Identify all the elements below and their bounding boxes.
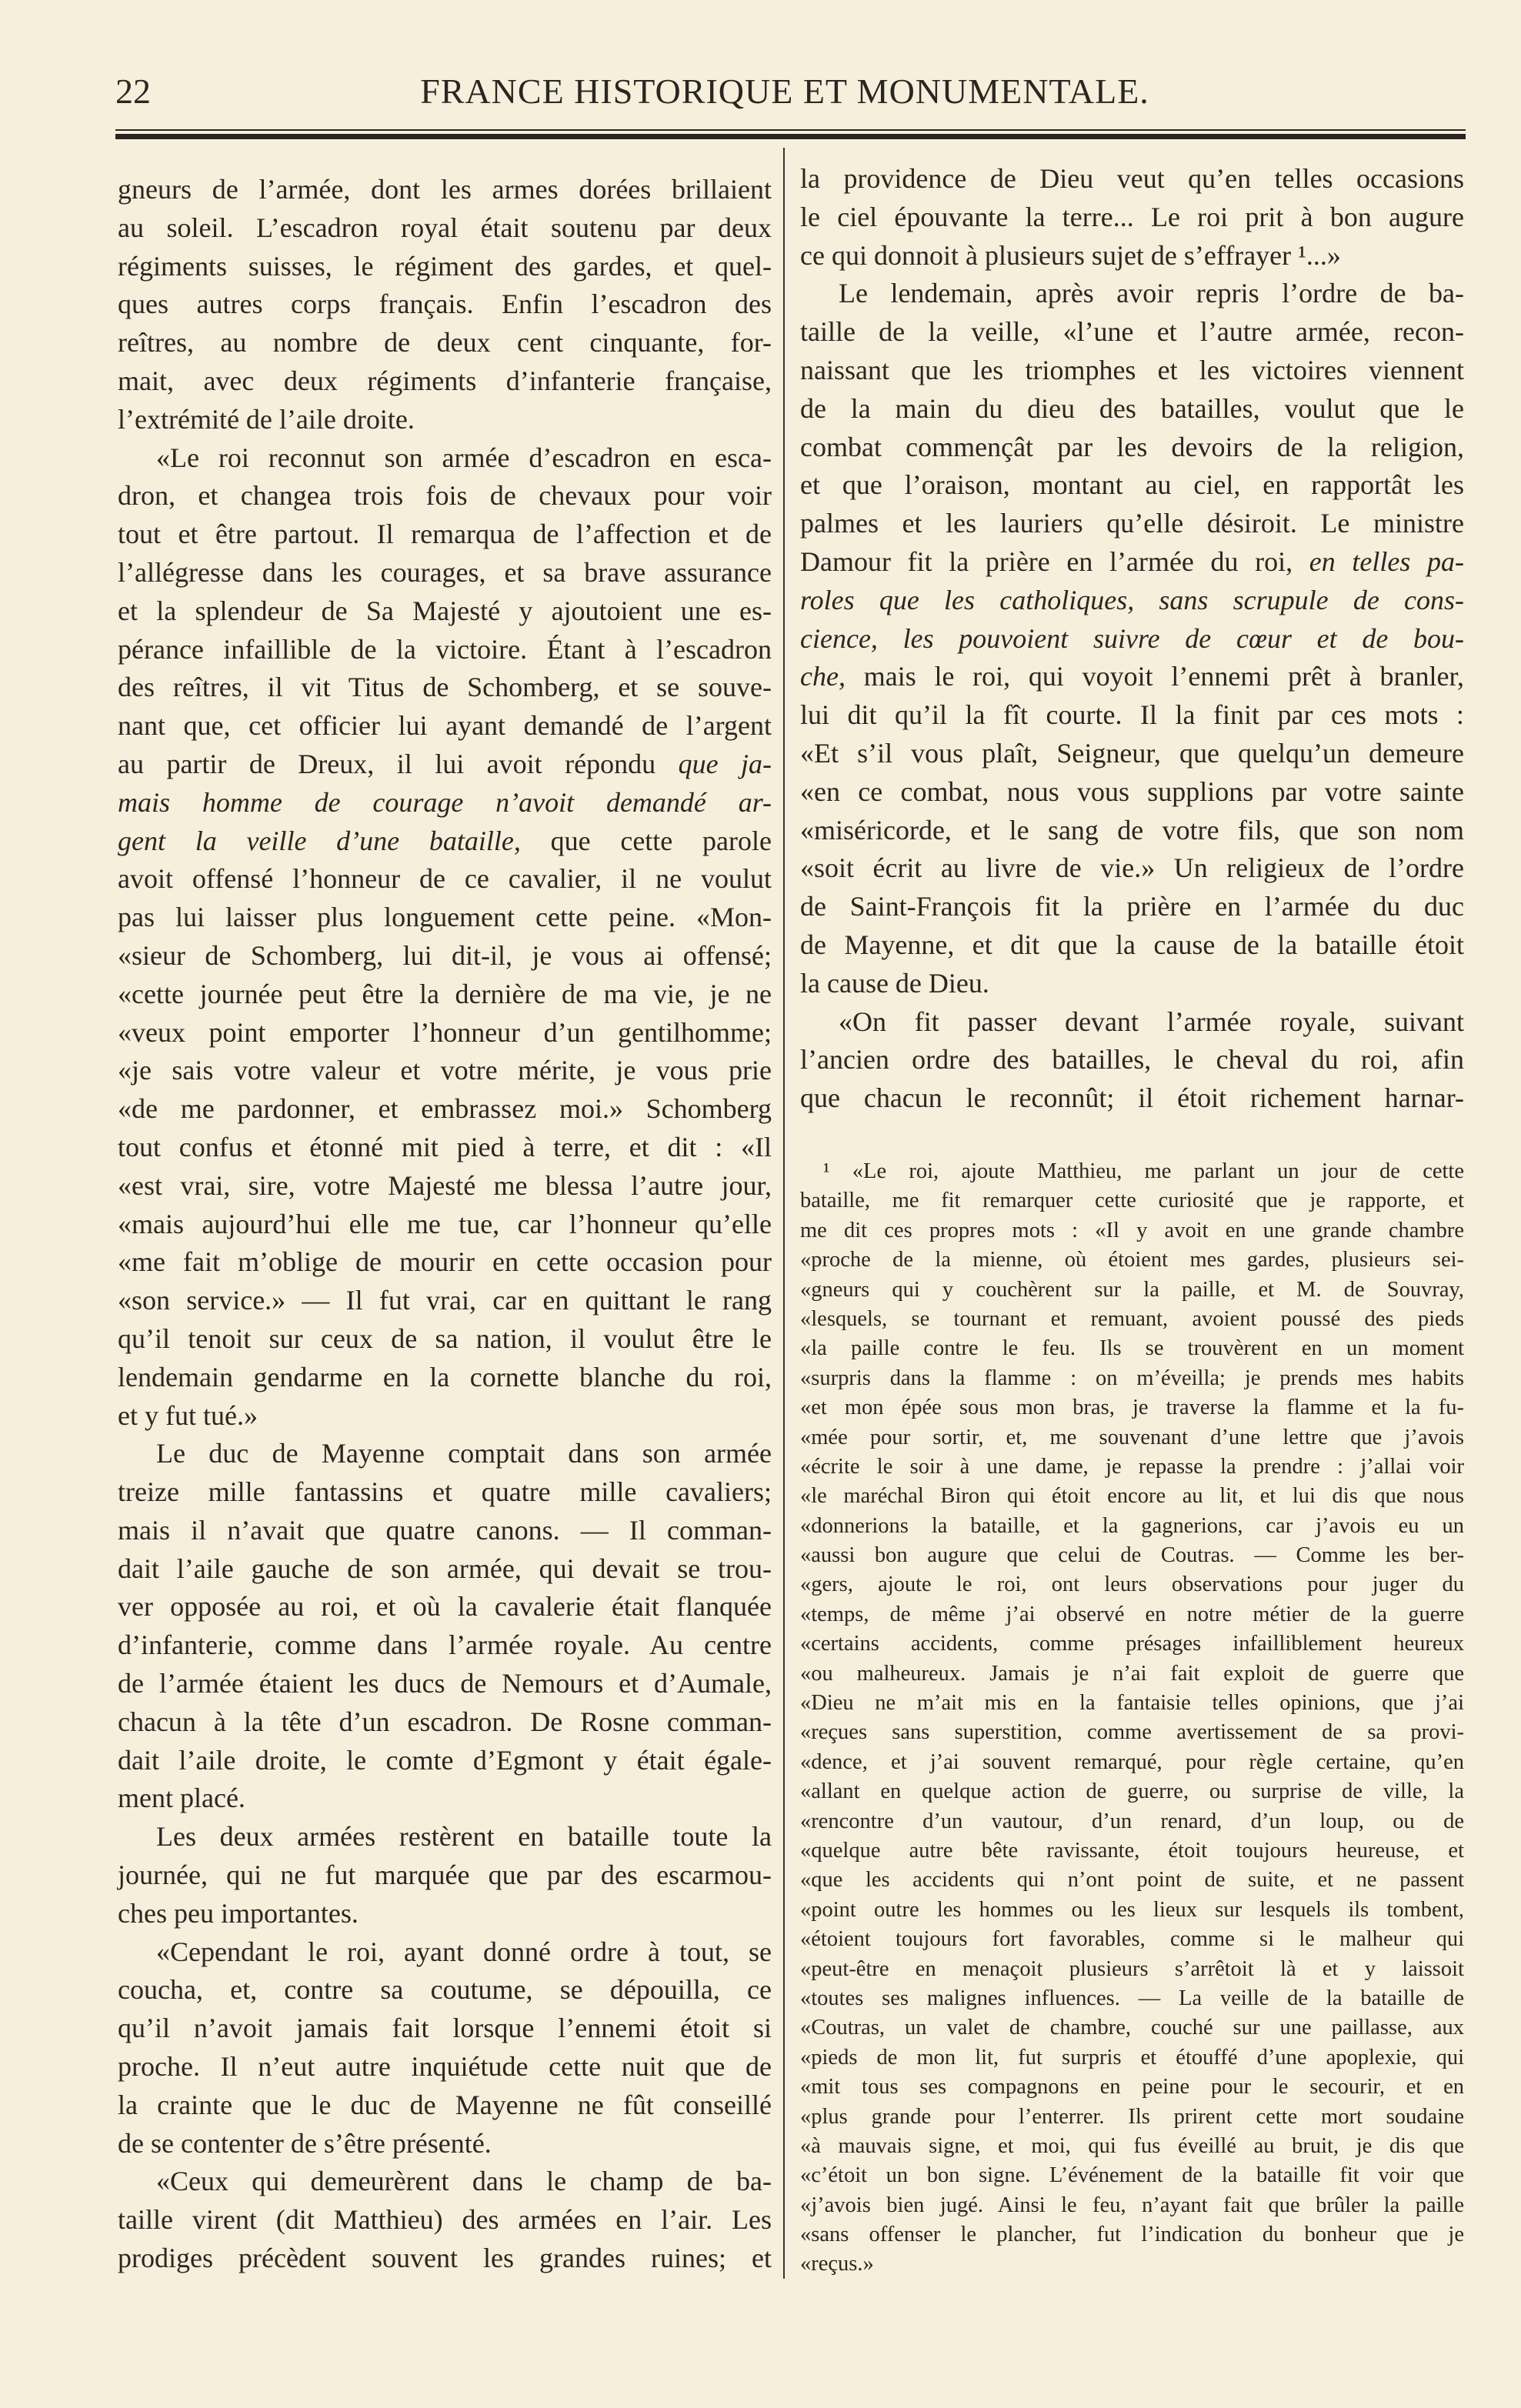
text-segment: et la splendeur de Sa Majesté y ajoutoient une es- bbox=[118, 595, 772, 626]
text-line bbox=[118, 515, 772, 554]
text-segment: l’extrémité de l’aile droite. bbox=[118, 403, 415, 435]
text-line bbox=[800, 352, 1464, 390]
header-rule-thin bbox=[115, 129, 1466, 131]
text-line bbox=[118, 362, 772, 401]
text-line bbox=[118, 707, 772, 745]
text-line bbox=[800, 1659, 1464, 1689]
text-line bbox=[118, 439, 772, 478]
italic-segment: che, bbox=[800, 661, 846, 692]
text-line bbox=[800, 735, 1464, 773]
text-line bbox=[118, 1167, 772, 1206]
text-segment: «je sais votre valeur et votre mérite, je vous prie bbox=[118, 1055, 772, 1086]
text-segment: de Mayenne, et dit que la cause de la bataille étoit bbox=[800, 929, 1464, 960]
text-line bbox=[800, 658, 1464, 696]
text-line bbox=[118, 1359, 772, 1397]
text-line bbox=[118, 860, 772, 899]
text-line bbox=[118, 1206, 772, 1244]
text-line bbox=[800, 237, 1464, 275]
text-segment: «sans offenser le plancher, fut l’indication du bonheur que je bbox=[800, 2223, 1464, 2247]
text-segment: au soleil. L’escadron royal était soutenu par deux bbox=[118, 212, 772, 243]
text-line bbox=[118, 1014, 772, 1052]
text-segment: reîtres, au nombre de deux cent cinquante, for- bbox=[118, 327, 772, 359]
text-line bbox=[800, 696, 1464, 735]
text-segment: «et mon épée sous mon bras, je traverse la flamme et la fu- bbox=[800, 1396, 1464, 1420]
text-segment: «Et s’il vous plaît, Seigneur, que quelqu’un demeure bbox=[800, 737, 1464, 769]
text-line bbox=[800, 1866, 1464, 1895]
text-line bbox=[118, 745, 772, 784]
text-line bbox=[118, 2048, 772, 2086]
text-line bbox=[118, 1243, 772, 1282]
text-line bbox=[800, 2043, 1464, 2073]
text-line bbox=[118, 1435, 772, 1473]
text-line bbox=[800, 582, 1464, 620]
right-column bbox=[800, 160, 1464, 1118]
text-line bbox=[800, 1689, 1464, 1718]
text-segment: la cause de Dieu. bbox=[800, 967, 989, 999]
text-segment: «la paille contre le feu. Ils se trouvèrent en un moment bbox=[800, 1336, 1464, 1361]
text-line bbox=[118, 631, 772, 669]
text-segment: «On fit passer devant l’armée royale, suivant bbox=[839, 1006, 1464, 1037]
text-line bbox=[800, 2220, 1464, 2250]
text-line bbox=[800, 773, 1464, 812]
text-line bbox=[118, 1129, 772, 1167]
text-line bbox=[800, 1629, 1464, 1659]
text-segment: «donnerions la bataille, et la gagnerions, car j’avois eu un bbox=[800, 1513, 1464, 1538]
text-line bbox=[800, 466, 1464, 505]
text-segment: l’allégresse dans les courages, et sa brave assurance bbox=[118, 556, 772, 588]
italic-segment: roles que les catholiques, sans scrupule de cons- bbox=[800, 584, 1464, 615]
text-segment: «pieds de mon lit, fut surpris et étouffé d’une apoplexie, qui bbox=[800, 2045, 1464, 2069]
text-segment: coucha, et, contre sa coutume, se dépouilla, ce bbox=[118, 1974, 772, 2006]
text-line bbox=[800, 1452, 1464, 1482]
text-segment: d’infanterie, comme dans l’armée royale. Au centre bbox=[118, 1629, 772, 1661]
text-segment: taille virent (dit Matthieu) des armées en l’air. Les bbox=[118, 2204, 772, 2236]
text-line bbox=[800, 1364, 1464, 1393]
text-segment: tout confus et étonné mit pied à terre, et dit : «Il bbox=[118, 1131, 772, 1162]
italic-segment: gent la veille d’une bataille, bbox=[118, 825, 521, 856]
text-line bbox=[118, 784, 772, 822]
text-line bbox=[800, 313, 1464, 352]
text-line bbox=[118, 1626, 772, 1665]
text-segment: taille de la veille, «l’une et l’autre armée, recon- bbox=[800, 316, 1464, 348]
column-divider bbox=[783, 148, 785, 2279]
text-segment: «lesquels, se tournant et remuant, avoient poussé des pieds bbox=[800, 1306, 1464, 1331]
text-line bbox=[800, 543, 1464, 582]
text-line bbox=[800, 1305, 1464, 1334]
text-segment: ce qui donnoit à plusieurs sujet de s’effrayer ¹...» bbox=[800, 239, 1341, 271]
text-line bbox=[118, 2163, 772, 2201]
left-column bbox=[118, 171, 772, 2278]
text-line bbox=[118, 1052, 772, 1090]
text-line bbox=[800, 1276, 1464, 1305]
text-segment: «temps, de même j’ai observé en notre métier de la guerre bbox=[800, 1602, 1464, 1626]
text-segment: «ou malheureux. Jamais je n’ai fait exploit de guerre que bbox=[800, 1661, 1464, 1686]
text-segment: combat commençât par les devoirs de la religion, bbox=[800, 431, 1464, 462]
text-line bbox=[800, 620, 1464, 659]
text-line bbox=[118, 2125, 772, 2163]
text-segment: «proche de la mienne, où étoient mes gardes, plusieurs sei- bbox=[800, 1248, 1464, 1272]
text-segment: nant que, cet officier lui ayant demandé de l’argent bbox=[118, 710, 772, 742]
text-segment: «sieur de Schomberg, lui dit-il, je vous ai offensé; bbox=[118, 939, 772, 971]
text-line bbox=[800, 2250, 1464, 2279]
text-segment: «Ceux qui demeurèrent dans le champ de ba- bbox=[156, 2166, 772, 2197]
text-line bbox=[118, 477, 772, 515]
text-segment: «en ce combat, nous vous supplions par votre sainte bbox=[800, 775, 1464, 807]
text-segment: qu’il n’avoit jamais fait lorsque l’ennemi étoit si bbox=[118, 2013, 772, 2044]
text-line bbox=[800, 1512, 1464, 1541]
text-segment: «aussi bon augure que celui de Coutras. — Comme les ber- bbox=[800, 1543, 1464, 1568]
text-line bbox=[800, 1748, 1464, 1777]
text-line bbox=[800, 1777, 1464, 1806]
text-segment: et que l’oraison, montant au ciel, en rapportât les bbox=[800, 469, 1464, 501]
text-line bbox=[800, 275, 1464, 313]
text-line bbox=[800, 849, 1464, 888]
text-line bbox=[118, 248, 772, 286]
text-segment: bataille, me fit remarquer cette curiosité que je rapporte, et bbox=[800, 1189, 1464, 1213]
text-line bbox=[800, 1041, 1464, 1079]
text-line bbox=[800, 1570, 1464, 1599]
italic-segment: cience, les pouvoient suivre de cœur et de bou- bbox=[800, 622, 1464, 654]
text-line bbox=[800, 1003, 1464, 1042]
italic-segment: que ja- bbox=[678, 748, 772, 779]
text-segment: «plus grande pour l’enterrer. Ils prirent cette mort soudaine bbox=[800, 2104, 1464, 2129]
text-line bbox=[118, 1933, 772, 1972]
text-line bbox=[118, 1856, 772, 1895]
text-segment: ver opposée au roi, et où la cavalerie était flanquée bbox=[118, 1591, 772, 1623]
text-line bbox=[118, 401, 772, 439]
text-segment: avoit offensé l’honneur de ce cavalier, il ne voulut bbox=[118, 863, 772, 895]
text-segment: de la main du dieu des batailles, voulut que le bbox=[800, 392, 1464, 424]
text-line bbox=[118, 937, 772, 976]
text-segment: «reçus.» bbox=[800, 2252, 874, 2276]
text-line bbox=[800, 1836, 1464, 1866]
text-segment: chacun à la tête d’un escadron. De Rosne comman- bbox=[118, 1706, 772, 1737]
text-line bbox=[800, 1482, 1464, 1511]
text-segment: «j’avois bien jugé. Ainsi le feu, n’ayant fait que brûler la paille bbox=[800, 2193, 1464, 2217]
text-segment: Le lendemain, après avoir repris l’ordre de ba- bbox=[839, 278, 1464, 309]
text-line bbox=[118, 822, 772, 861]
text-line bbox=[800, 1896, 1464, 1925]
text-segment: «étoient toujours fort favorables, comme si le malheur qui bbox=[800, 1927, 1464, 1952]
text-segment: naissant que les triomphes et les victoires viennent bbox=[800, 354, 1464, 385]
text-line bbox=[118, 1512, 772, 1550]
text-segment: Damour fit la prière en l’armée du roi, bbox=[800, 545, 1309, 577]
text-line bbox=[800, 1079, 1464, 1118]
text-segment: «mais aujourd’hui elle me tue, car l’honneur qu’elle bbox=[118, 1208, 772, 1239]
text-segment: «à mauvais signe, et moi, qui fus éveillé au bruit, je dis que bbox=[800, 2133, 1464, 2158]
text-segment: «miséricorde, et le sang de votre fils, que son nom bbox=[800, 814, 1464, 845]
text-segment: «Dieu ne m’ait mis en la fantaisie telles opinions, que j’ai bbox=[800, 1691, 1464, 1716]
text-segment: Les deux armées restèrent en bataille toute la bbox=[156, 1821, 772, 1853]
text-line bbox=[800, 1807, 1464, 1836]
text-segment: «cette journée peut être la dernière de ma vie, je ne bbox=[118, 978, 772, 1009]
text-segment: «Cependant le roi, ayant donné ordre à tout, se bbox=[156, 1936, 772, 1967]
text-line bbox=[800, 926, 1464, 965]
text-segment: de Saint-François fit la prière en l’armée du duc bbox=[800, 891, 1464, 922]
text-segment: ches peu importantes. bbox=[118, 1897, 359, 1929]
text-line bbox=[800, 1157, 1464, 1186]
text-segment: ques autres corps français. Enfin l’escadron des bbox=[118, 288, 772, 320]
text-segment: me dit ces propres mots : «Il y avoit en une grande chambre bbox=[800, 1218, 1464, 1242]
text-segment: treize mille fantassins et quatre mille cavaliers; bbox=[118, 1476, 772, 1508]
text-segment: journée, qui ne fut marquée que par des escarmou- bbox=[118, 1859, 772, 1891]
text-line bbox=[800, 198, 1464, 237]
text-segment: «de me pardonner, et embrassez moi.» Schomberg bbox=[118, 1093, 772, 1125]
text-segment: dron, et changea trois fois de chevaux pour voir bbox=[118, 480, 772, 512]
text-line bbox=[118, 1971, 772, 2009]
text-segment: que cette parole bbox=[520, 825, 772, 856]
text-segment: dait l’aile gauche de son armée, qui devait se trou- bbox=[118, 1553, 772, 1584]
text-segment: «veux point emporter l’honneur d’un gentilhomme; bbox=[118, 1016, 772, 1048]
text-line bbox=[118, 1818, 772, 1856]
text-line bbox=[118, 324, 772, 362]
text-line bbox=[118, 592, 772, 631]
text-segment: «dence, et j’ai souvent remarqué, pour règle certaine, qu’en bbox=[800, 1749, 1464, 1774]
text-line bbox=[118, 1473, 772, 1512]
text-segment: «mée pour sortir, et, me souvenant d’une lettre que j’avois bbox=[800, 1425, 1464, 1449]
text-segment: le ciel épouvante la terre... Le roi prit à bon augure bbox=[800, 201, 1464, 232]
text-line bbox=[800, 965, 1464, 1003]
text-segment: l’ancien ordre des batailles, le cheval du roi, afin bbox=[800, 1044, 1464, 1076]
text-segment: «son service.» — Il fut vrai, car en quittant le rang bbox=[118, 1285, 772, 1316]
text-segment: «Coutras, un valet de chambre, couché sur une paillasse, aux bbox=[800, 2016, 1464, 2040]
text-segment: ¹ «Le roi, ajoute Matthieu, me parlant un jour de cette bbox=[823, 1159, 1464, 1183]
text-line bbox=[118, 1665, 772, 1703]
text-line bbox=[118, 1090, 772, 1129]
text-segment: «toutes ses malignes influences. — La veille de la bataille de bbox=[800, 1986, 1464, 2010]
text-segment: «est vrai, sire, votre Majesté me blessa l’autre jour, bbox=[118, 1169, 772, 1201]
text-segment: lui dit qu’il la fît courte. Il la finit par ces mots : bbox=[800, 699, 1464, 731]
text-line bbox=[800, 2191, 1464, 2220]
text-segment: la providence de Dieu veut qu’en telles occasions bbox=[800, 163, 1464, 194]
text-line bbox=[800, 160, 1464, 198]
text-segment: la crainte que le duc de Mayenne ne fût conseillé bbox=[118, 2089, 772, 2120]
text-line bbox=[800, 1393, 1464, 1422]
header-rule-thick bbox=[115, 134, 1466, 139]
text-line bbox=[800, 2132, 1464, 2161]
text-segment: tout et être partout. Il remarqua de l’affection et de bbox=[118, 519, 772, 550]
text-line bbox=[118, 1895, 772, 1933]
text-segment: «soit écrit au livre de vie.» Un religieux de l’ordre bbox=[800, 852, 1464, 884]
text-line bbox=[800, 1423, 1464, 1452]
text-segment: «certains accidents, comme présages infailliblement heureux bbox=[800, 1632, 1464, 1656]
text-line bbox=[118, 285, 772, 324]
text-segment: «écrite le soir à une dame, je repasse la prendre : j’allai voir bbox=[800, 1454, 1464, 1479]
text-line bbox=[800, 1334, 1464, 1363]
text-line bbox=[118, 1588, 772, 1626]
text-line bbox=[118, 899, 772, 937]
text-segment: Le duc de Mayenne comptait dans son armée bbox=[156, 1438, 772, 1469]
text-line bbox=[118, 1703, 772, 1742]
text-segment: «allant en quelque action de guerre, ou surprise de ville, la bbox=[800, 1779, 1464, 1804]
text-segment: régiments suisses, le régiment des gardes, et quel- bbox=[118, 250, 772, 282]
text-segment: dait l’aile droite, le comte d’Egmont y était égale- bbox=[118, 1744, 772, 1776]
text-line bbox=[800, 1246, 1464, 1275]
text-segment: «mit tous ses compagnons en peine pour le secourir, et en bbox=[800, 2075, 1464, 2099]
text-segment: «quelque autre bête ravissante, étoit toujours heureuse, et bbox=[800, 1838, 1464, 1863]
text-line bbox=[800, 812, 1464, 850]
text-segment: «point outre les hommes ou les lieux sur lesquels ils tombent, bbox=[800, 1897, 1464, 1922]
italic-segment: mais homme de courage n’avoit demandé ar- bbox=[118, 786, 772, 818]
text-segment: «reçues sans superstition, comme avertissement de sa provi- bbox=[800, 1720, 1464, 1745]
text-line bbox=[800, 1955, 1464, 1984]
text-line bbox=[800, 429, 1464, 467]
text-line bbox=[800, 2103, 1464, 2132]
text-line bbox=[800, 1984, 1464, 2013]
text-line bbox=[800, 1718, 1464, 1747]
text-segment: «gneurs qui y couchèrent sur la paille, et M. de Souvray, bbox=[800, 1277, 1464, 1302]
page-number: 22 bbox=[115, 72, 151, 111]
text-line bbox=[118, 2201, 772, 2240]
text-line bbox=[800, 1600, 1464, 1629]
text-line bbox=[118, 1779, 772, 1818]
footnote bbox=[800, 1157, 1464, 2280]
text-line bbox=[800, 1541, 1464, 1570]
text-line bbox=[800, 505, 1464, 543]
text-line bbox=[118, 2240, 772, 2278]
text-segment: de se contenter de s’être présenté. bbox=[118, 2127, 492, 2159]
text-segment: «me fait m’oblige de mourir en cette occasion pour bbox=[118, 1246, 772, 1278]
text-line bbox=[800, 888, 1464, 926]
text-segment: pas lui laisser plus longuement cette peine. «Mon- bbox=[118, 902, 772, 933]
text-line bbox=[118, 2009, 772, 2048]
text-line bbox=[118, 976, 772, 1014]
text-segment: de l’armée étaient les ducs de Nemours et d’Aumale, bbox=[118, 1668, 772, 1699]
text-segment: «que les accidents qui n’ont point de suite, et ne passent bbox=[800, 1868, 1464, 1893]
text-segment: mait, avec deux régiments d’infanterie française, bbox=[118, 365, 772, 396]
text-line bbox=[118, 2086, 772, 2125]
running-title: FRANCE HISTORIQUE ET MONUMENTALE. bbox=[420, 72, 1149, 111]
text-segment: que chacun le reconnût; il étoit richement harnar- bbox=[800, 1082, 1464, 1114]
text-segment: gneurs de l’armée, dont les armes dorées brillaient bbox=[118, 174, 772, 205]
text-segment: lendemain gendarme en la cornette blanche du roi, bbox=[118, 1361, 772, 1392]
text-segment: «gers, ajoute le roi, ont leurs observations pour juger du bbox=[800, 1573, 1464, 1597]
text-segment: au partir de Dreux, il lui avoit répondu bbox=[118, 748, 679, 779]
text-line bbox=[118, 554, 772, 592]
text-line bbox=[118, 1742, 772, 1780]
text-line bbox=[118, 209, 772, 248]
text-segment: «le maréchal Biron qui étoit encore au lit, et lui dis que nous bbox=[800, 1484, 1464, 1509]
text-line bbox=[800, 1216, 1464, 1246]
text-line bbox=[118, 669, 772, 707]
text-line bbox=[800, 1186, 1464, 1216]
text-line bbox=[118, 1397, 772, 1436]
text-line bbox=[800, 2013, 1464, 2043]
text-segment: des reîtres, il vit Titus de Schomberg, et se souve- bbox=[118, 672, 772, 703]
text-line bbox=[800, 390, 1464, 429]
text-line bbox=[800, 2073, 1464, 2102]
text-line bbox=[800, 1925, 1464, 1954]
text-segment: «surpris dans la flamme : on m’éveilla; je prends mes habits bbox=[800, 1366, 1464, 1390]
text-segment: «rencontre d’un vautour, d’un renard, d’un loup, ou de bbox=[800, 1809, 1464, 1833]
text-segment: mais le roi, qui voyoit l’ennemi prêt à branler, bbox=[845, 661, 1464, 692]
text-segment: «c’étoit un bon signe. L’événement de la bataille fit voir que bbox=[800, 2163, 1464, 2188]
text-segment: proche. Il n’eut autre inquiétude cette nuit que de bbox=[118, 2051, 772, 2083]
text-segment: et y fut tué.» bbox=[118, 1399, 258, 1431]
italic-segment: en telles pa- bbox=[1309, 545, 1464, 577]
text-line bbox=[118, 1282, 772, 1320]
text-line bbox=[118, 1320, 772, 1359]
text-segment: mais il n’avait que quatre canons. — Il comman- bbox=[118, 1514, 772, 1546]
text-segment: ment placé. bbox=[118, 1783, 245, 1814]
text-segment: palmes et les lauriers qu’elle désiroit. Le ministre bbox=[800, 508, 1464, 539]
text-line bbox=[118, 171, 772, 209]
text-line bbox=[800, 2161, 1464, 2190]
text-segment: «peut-être en menaçoit plusieurs s’arrêtoit là et y laissoit bbox=[800, 1956, 1464, 1981]
text-segment: prodiges précèdent souvent les grandes ruines; et bbox=[118, 2243, 772, 2274]
text-segment: pérance infaillible de la victoire. Étant à l’escadron bbox=[118, 633, 772, 665]
text-segment: «Le roi reconnut son armée d’escadron en esca- bbox=[156, 442, 772, 473]
text-line bbox=[118, 1550, 772, 1589]
text-segment: qu’il tenoit sur ceux de sa nation, il voulut être le bbox=[118, 1322, 772, 1354]
